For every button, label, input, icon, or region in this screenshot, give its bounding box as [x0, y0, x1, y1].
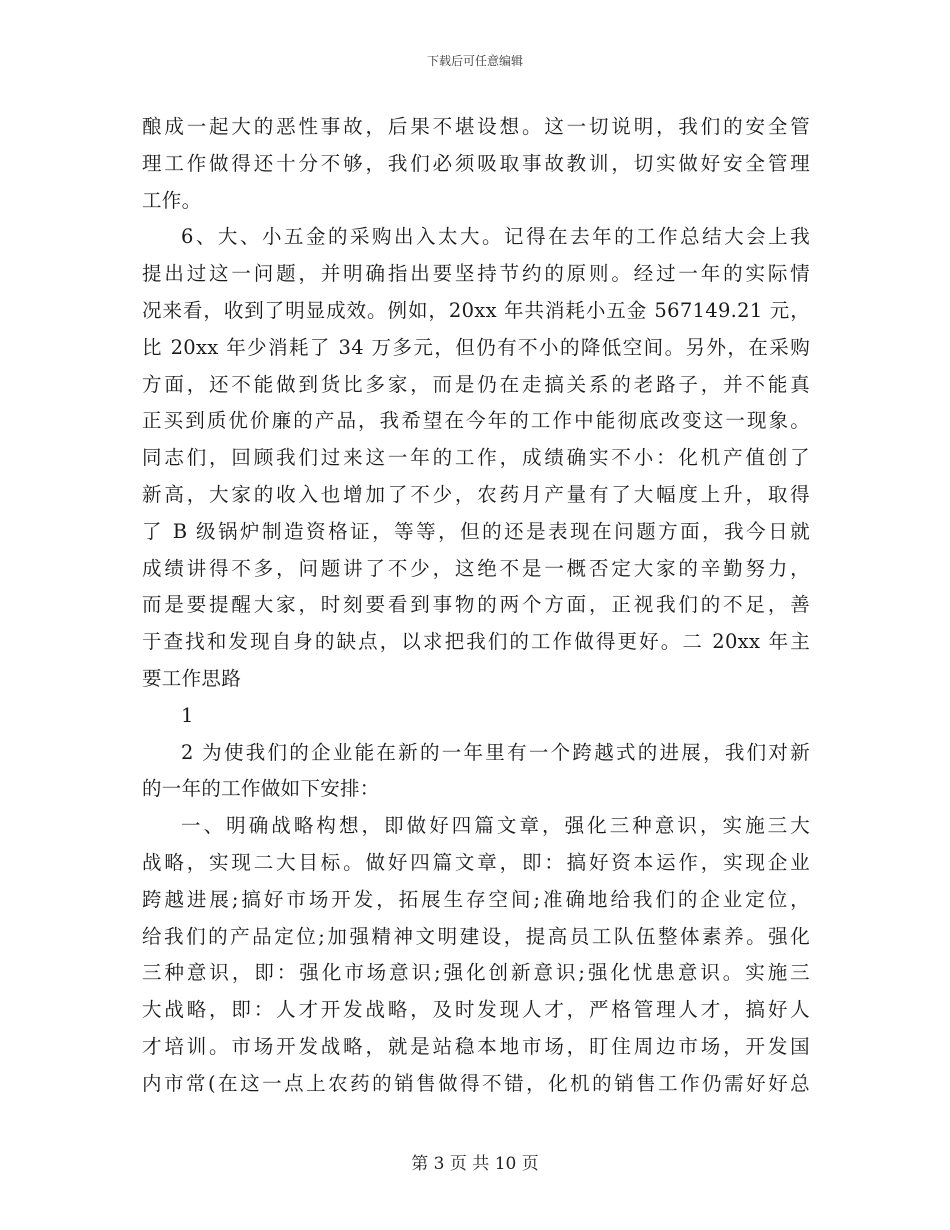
page-number-footer: 第 3 页 共 10 页 [411, 1154, 539, 1174]
document-body [142, 109, 810, 1103]
text-line: 正买到质优价廉的产品，我希望在今年的工作中能彻底改变这一现象。 [142, 409, 810, 433]
text-line: 同志们，回顾我们过来这一年的工作，成绩确实不小：化机产值创了 [142, 446, 810, 470]
text-line: 大战略，即：人才开发战略，及时发现人才，严格管理人才，搞好人 [142, 998, 810, 1022]
text-line: 酿成一起大的恶性事故，后果不堪设想。这一切说明，我们的安全管 [142, 115, 810, 138]
text-line: 工作。 [142, 188, 202, 212]
text-line: 一、明确战略构想，即做好四篇文章，强化三种意识，实施三大 [181, 814, 810, 838]
text-line: 战略，实现二大目标。做好四篇文章，即：搞好资本运作，实现企业 [142, 850, 810, 874]
text-line: 了 B 级锅炉制造资格证，等等，但的还是表现在问题方面，我今日就 [142, 519, 810, 543]
text-line: 三种意识，即：强化市场意识;强化创新意识;强化忧患意识。实施三 [142, 961, 810, 985]
text-line: 理工作做得还十分不够，我们必须吸取事故教训，切实做好安全管理 [142, 151, 810, 175]
text-line: 的一年的工作做如下安排： [142, 777, 380, 801]
text-line: 2 为使我们的企业能在新的一年里有一个跨越式的进展，我们对新 [181, 740, 810, 764]
text-line: 给我们的产品定位;加强精神文明建设，提高员工队伍整体素养。强化 [142, 924, 810, 948]
text-line: 1 [181, 703, 194, 727]
text-line: 而是要提醒大家，时刻要看到事物的两个方面，正视我们的不足，善 [142, 593, 810, 617]
text-line: 内市常(在这一点上农药的销售做得不错，化机的销售工作仍需好好总 [142, 1071, 810, 1095]
text-line: 跨越进展;搞好市场开发，拓展生存空间;准确地给我们的企业定位， [142, 887, 810, 911]
text-line: 才培训。市场开发战略，就是站稳本地市场，盯住周边市场，开发国 [142, 1034, 810, 1058]
text-line: 新高，大家的收入也增加了不少，农药月产量有了大幅度上升，取得 [142, 482, 810, 506]
text-line: 于查找和发现自身的缺点，以求把我们的工作做得更好。二 20xx 年主 [142, 630, 810, 654]
text-line: 比 20xx 年少消耗了 34 万多元，但仍有不小的降低空间。另外，在采购 [142, 335, 810, 359]
text-line: 要工作思路 [142, 666, 242, 690]
text-line: 6、大、小五金的采购出入太大。记得在去年的工作总结大会上我 [181, 225, 810, 249]
text-line: 成绩讲得不多，问题讲了不少，这绝不是一概否定大家的辛勤努力， [142, 556, 810, 580]
text-line: 况来看，收到了明显成效。例如，20xx 年共消耗小五金 567149.21 元， [142, 298, 810, 322]
page-header-note: 下载后可任意编辑 [426, 54, 523, 68]
text-line: 方面，还不能做到货比多家，而是仍在走搞关系的老路子，并不能真 [142, 372, 810, 396]
text-line: 提出过这一问题，并明确指出要坚持节约的原则。经过一年的实际情 [142, 262, 810, 286]
